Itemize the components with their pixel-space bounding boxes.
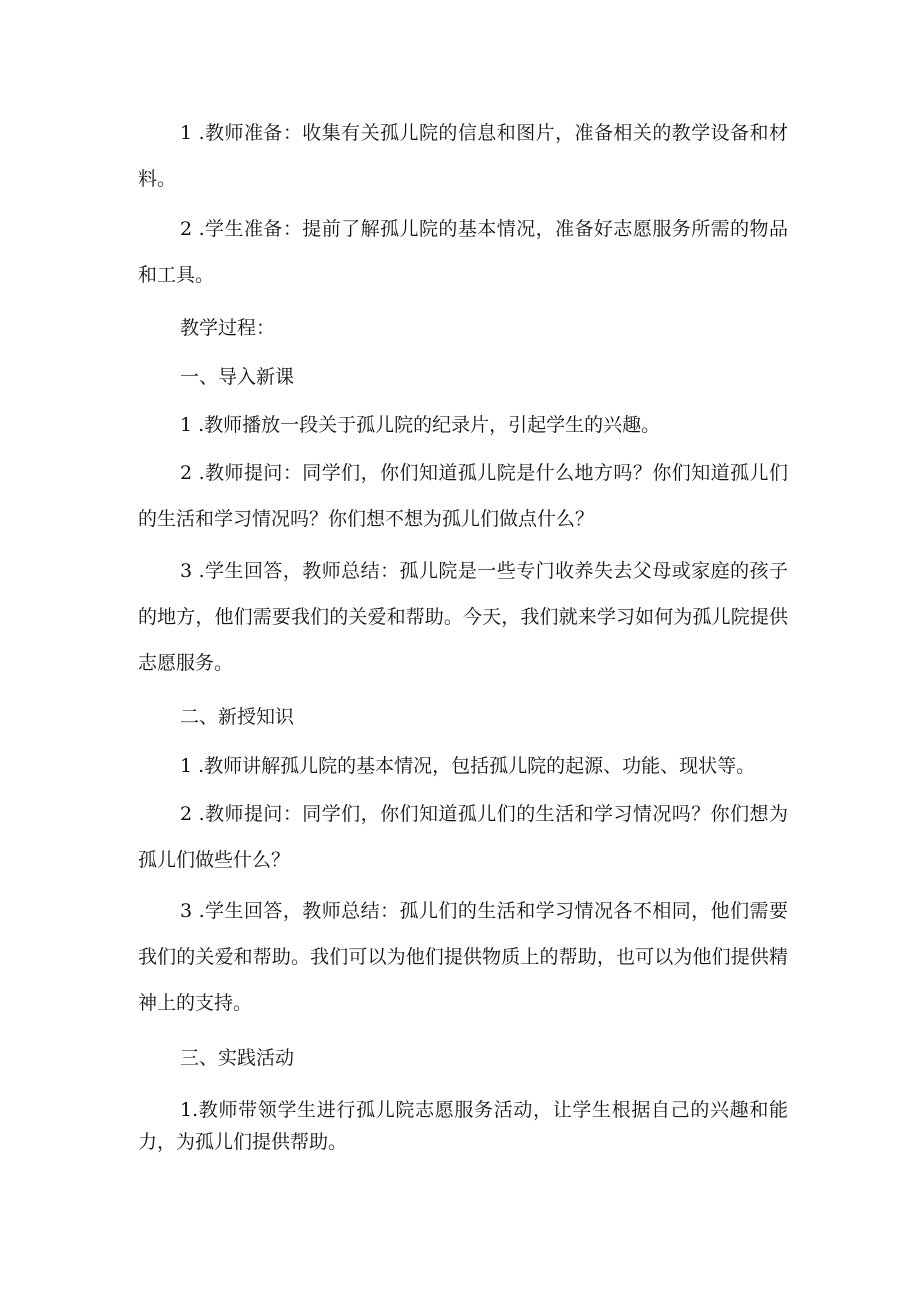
paragraph-s2-item3: 3 .学生回答，教师总结：孤儿们的生活和学习情况各不相同，他们需要我们的关爱和帮助。我们可以为他们提供物质上的帮助，也可以为他们提供精神上的支持。	[138, 900, 788, 1014]
heading-teaching-process: 教学过程：	[180, 317, 276, 339]
paragraph-s1-item3: 3 .学生回答，教师总结：孤儿院是一些专门收养失去父母或家庭的孩子的地方，他们需要我们的关爱和帮助。今天，我们就来学习如何为孤儿院提供志愿服务。	[138, 560, 788, 674]
heading-section-3: 三、实践活动	[180, 1047, 295, 1069]
heading-section-1: 一、导入新课	[180, 366, 295, 388]
paragraph-teacher-prep: 1 .教师准备：收集有关孤儿院的信息和图片，准备相关的教学设备和材料。	[138, 122, 788, 190]
paragraph-s3-item1: 1.教师带领学生进行孤儿院志愿服务活动，让学生根据自己的兴趣和能力，为孤儿们提供帮助。	[138, 1099, 788, 1153]
paragraph-s2-item1: 1 .教师讲解孤儿院的基本情况，包括孤儿院的起源、功能、现状等。	[180, 755, 756, 777]
paragraph-s1-item2: 2 .教师提问：同学们，你们知道孤儿院是什么地方吗？你们知道孤儿们的生活和学习情况吗？你们想不想为孤儿们做点什么？	[138, 462, 788, 530]
paragraph-student-prep: 2 .学生准备：提前了解孤儿院的基本情况，准备好志愿服务所需的物品和工具。	[138, 218, 788, 286]
heading-section-2: 二、新授知识	[180, 706, 295, 728]
paragraph-s2-item2: 2 .教师提问：同学们，你们知道孤儿们的生活和学习情况吗？你们想为孤儿们做些什么？	[138, 803, 788, 871]
paragraph-s1-item1: 1 .教师播放一段关于孤儿院的纪录片，引起学生的兴趣。	[180, 414, 661, 436]
